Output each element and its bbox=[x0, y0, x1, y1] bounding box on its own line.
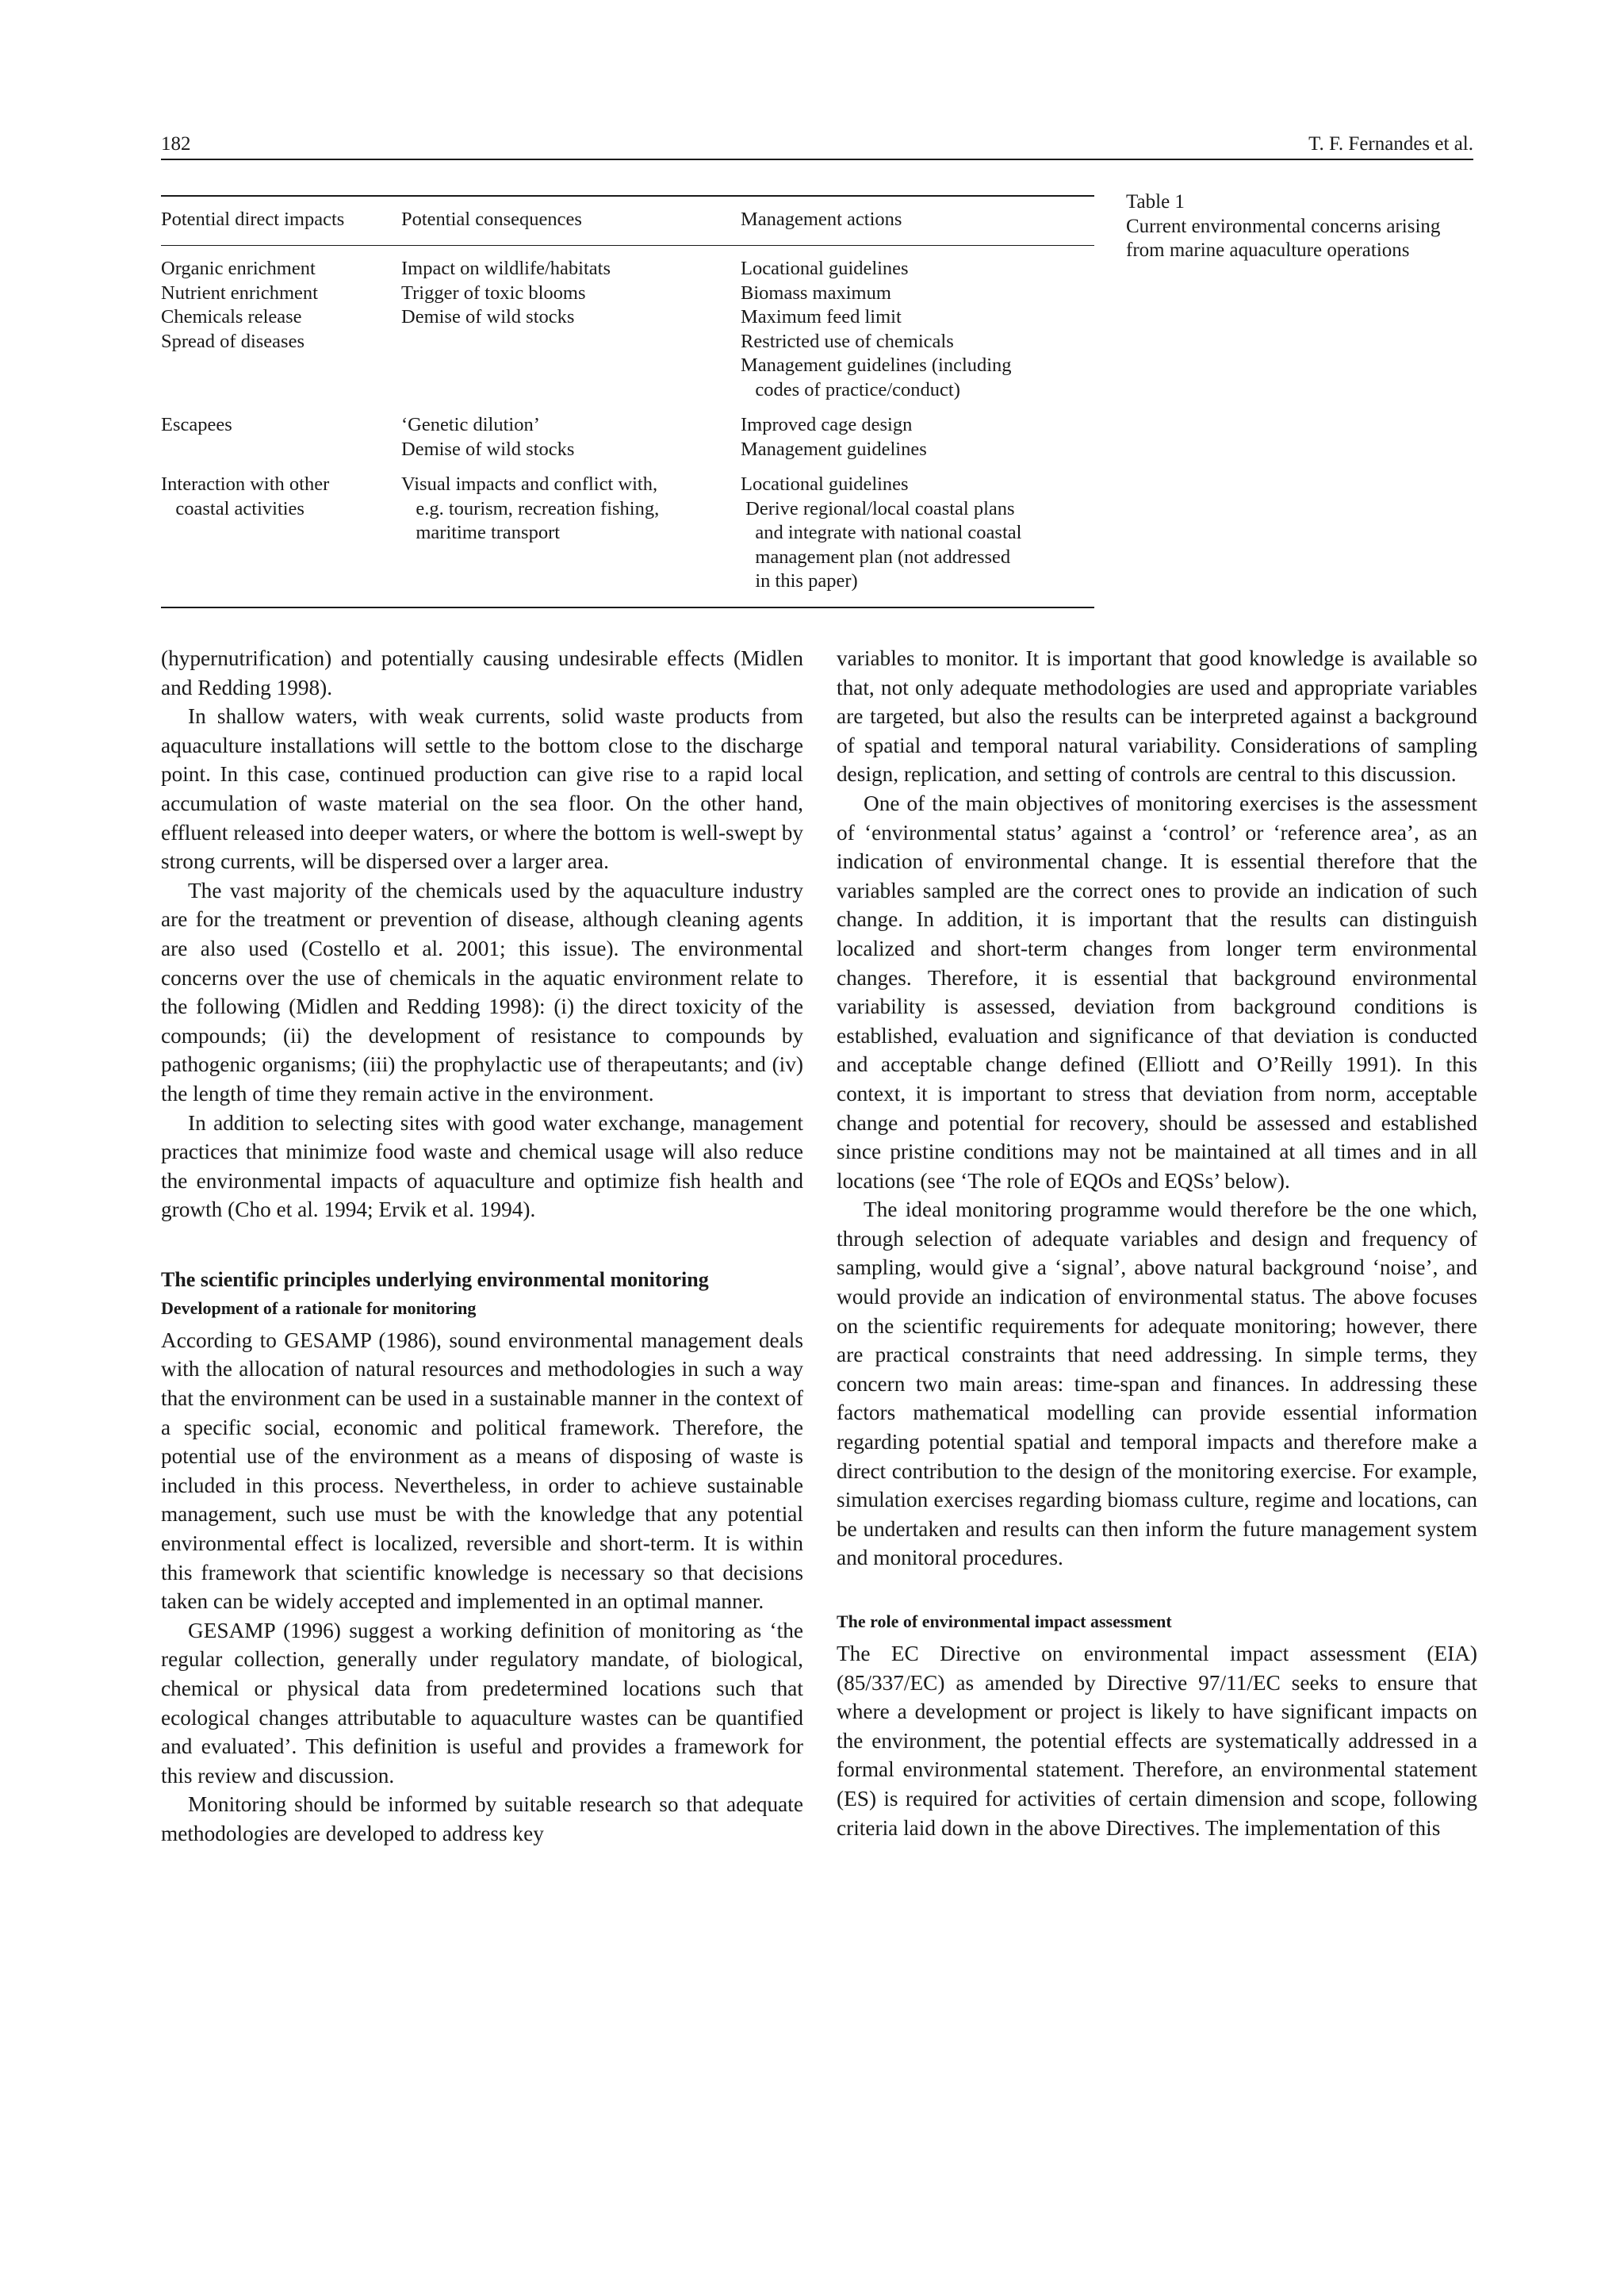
paragraph: The vast majority of the chemicals used by the aquaculture industry are for the treatment or prevention of disease, although cleaning agents are also used (Costello et al. 2001; this issue). The environmental concerns over the use of chemicals in the aquatic environment relate to the following (Midlen and Redding 1998): (i) the direct toxicity of the compounds; (ii) the development of resistance to compounds by pathogenic organisms; (iii) the prophylactic use of therapeutants; and (iv) the length of time they remain active in the environment. bbox=[161, 878, 803, 1106]
paragraph: GESAMP (1996) suggest a working definition of monitoring as ‘the regular collection, generally under regulatory mandate, of biological, chemical or physical data from predetermined locations such that ecological changes attributable to aquaculture wastes can be quantified and evaluated’. This definition is useful and provides a framework for this review and discussion. bbox=[161, 1618, 803, 1788]
table-cell-row3-actions: Locational guidelines Derive regional/local coastal plans and integrate with national coastal management plan (not addressed in this paper) bbox=[741, 473, 1022, 592]
table-cell-row2-actions: Improved cage design Management guidelines bbox=[741, 414, 927, 460]
running-authors: T. F. Fernandes et al. bbox=[1308, 133, 1473, 155]
table-cell-row1-impacts: Organic enrichment Nutrient enrichment Chemicals release Spread of diseases bbox=[161, 258, 318, 352]
table-cell-row3-consequences: Visual impacts and conflict with, e.g. tourism, recreation fishing, maritime transport bbox=[401, 473, 660, 543]
page-number: 182 bbox=[161, 133, 191, 155]
paragraph: In shallow waters, with weak currents, solid waste products from aquaculture installations will settle to the bottom close to the discharge point. In this case, continued production can give rise to a rapid local accumulation of waste material on the sea floor. On the other hand, effluent released into deeper waters, or where the bottom is well-swept by strong currents, will be dispersed over a larger area. bbox=[161, 704, 803, 874]
table-header-rule bbox=[161, 245, 1094, 246]
table-caption bbox=[1126, 190, 1467, 263]
paragraph: According to GESAMP (1986), sound environmental management deals with the allocation of natural resources and methodologies in such a way that the environment can be used in a sustainable manner in the context of a specific social, economic and political framework. Therefore, the potential use of the environment as a means of disposing of waste is included in this process. Nevertheless, in order to achieve sustainable management, such use must be with the knowledge that any potential environmental effect is localized, reversible and short-term. It is within this framework that scientific knowledge is necessary so that decisions taken can be widely accepted and implemented in an optimal manner. bbox=[161, 1328, 803, 1614]
table-caption-text: Current environmental concerns arising from marine aquaculture operations bbox=[1126, 215, 1441, 261]
subsection-heading: The role of environmental impact assessment bbox=[837, 1611, 1172, 1631]
table-top-rule bbox=[161, 195, 1094, 197]
table-cell-row2-consequences: ‘Genetic dilution’ Demise of wild stocks bbox=[401, 414, 575, 460]
table-cell-row3-impacts: Interaction with other coastal activities bbox=[161, 473, 330, 519]
paragraph: One of the main objectives of monitoring exercises is the assessment of ‘environmental status’ against a ‘control’ or ‘reference area’, as an indication of environmental change. It is essential therefore that the variables sampled are the correct ones to provide an indication of such change. In addition, it is important that the results can distinguish localized and short-term changes from longer term environmental changes. Therefore, it is essential that background environmental variability is assessed, deviation from background conditions is established, evaluation and significance of that deviation is conducted and acceptable change defined (Elliott and O’Reilly 1991). In this context, it is important to stress that deviation from norm, acceptable change and potential for recovery, should be assessed and established since pristine conditions may not be maintained at all times and in all locations (see ‘The role of EQOs and EQSs’ below). bbox=[837, 791, 1477, 1193]
table-header-impacts: Potential direct impacts bbox=[161, 209, 345, 230]
table-header-consequences: Potential consequences bbox=[401, 209, 582, 230]
paragraph: (hypernutrification) and potentially causing undesirable effects (Midlen and Redding 1998). bbox=[161, 646, 803, 699]
paragraph: Monitoring should be informed by suitable research so that adequate methodologies are developed to address key bbox=[161, 1792, 803, 1845]
right-column bbox=[837, 644, 1477, 1842]
table-caption-label: Table 1 bbox=[1126, 191, 1185, 213]
left-column bbox=[161, 644, 803, 1849]
table-cell-row2-impacts: Escapees bbox=[161, 414, 232, 435]
section-heading: The scientific principles underlying environmental monitoring bbox=[161, 1267, 709, 1291]
table-cell-row1-consequences: Impact on wildlife/habitats Trigger of toxic blooms Demise of wild stocks bbox=[401, 258, 611, 328]
table-bottom-rule bbox=[161, 607, 1094, 608]
paragraph: The EC Directive on environmental impact assessment (EIA) (85/337/EC) as amended by Directive 97/11/EC seeks to ensure that where a development or project is likely to have significant impacts on the environment, the potential effects are systematically addressed in a formal environmental statement. Therefore, an environmental statement (ES) is required for activities of certain dimension and scope, following criteria laid down in the above Directives. The implementation of this bbox=[837, 1642, 1477, 1840]
subsection-heading: Development of a rationale for monitoring bbox=[161, 1297, 477, 1318]
running-head bbox=[161, 128, 1473, 160]
paragraph: In addition to selecting sites with good water exchange, management practices that minimize food waste and chemical usage will also reduce the environmental impacts of aquaculture and optimize fish health and growth (Cho et al. 1994; Ervik et al. 1994). bbox=[161, 1110, 803, 1222]
table-cell-row1-actions: Locational guidelines Biomass maximum Maximum feed limit Restricted use of chemicals Management guidelines (including codes of practice/conduct) bbox=[741, 258, 1012, 400]
table-header-actions: Management actions bbox=[741, 209, 902, 230]
paragraph: The ideal monitoring programme would therefore be the one which, through selection of adequate variables and design and frequency of sampling, would give a ‘signal’, above natural background ‘noise’, and would provide an indication of environmental status. The above focuses on the scientific requirements for adequate monitoring; however, there are practical constraints that need addressing. In simple terms, they concern two main areas: time-span and finances. In addressing these factors mathematical modelling can provide essential information regarding potential spatial and temporal impacts and therefore make a direct contribution to the design of the monitoring exercise. For example, simulation exercises regarding biomass culture, regime and locations, can be undertaken and results can then inform the future management system and monitoral procedures. bbox=[837, 1197, 1477, 1570]
paragraph: variables to monitor. It is important that good knowledge is available so that, not only adequate methodologies are used and appropriate variables are targeted, but also the results can be interpreted against a background of spatial and temporal natural variability. Considerations of sampling design, replication, and setting of controls are central to this discussion. bbox=[837, 646, 1477, 787]
